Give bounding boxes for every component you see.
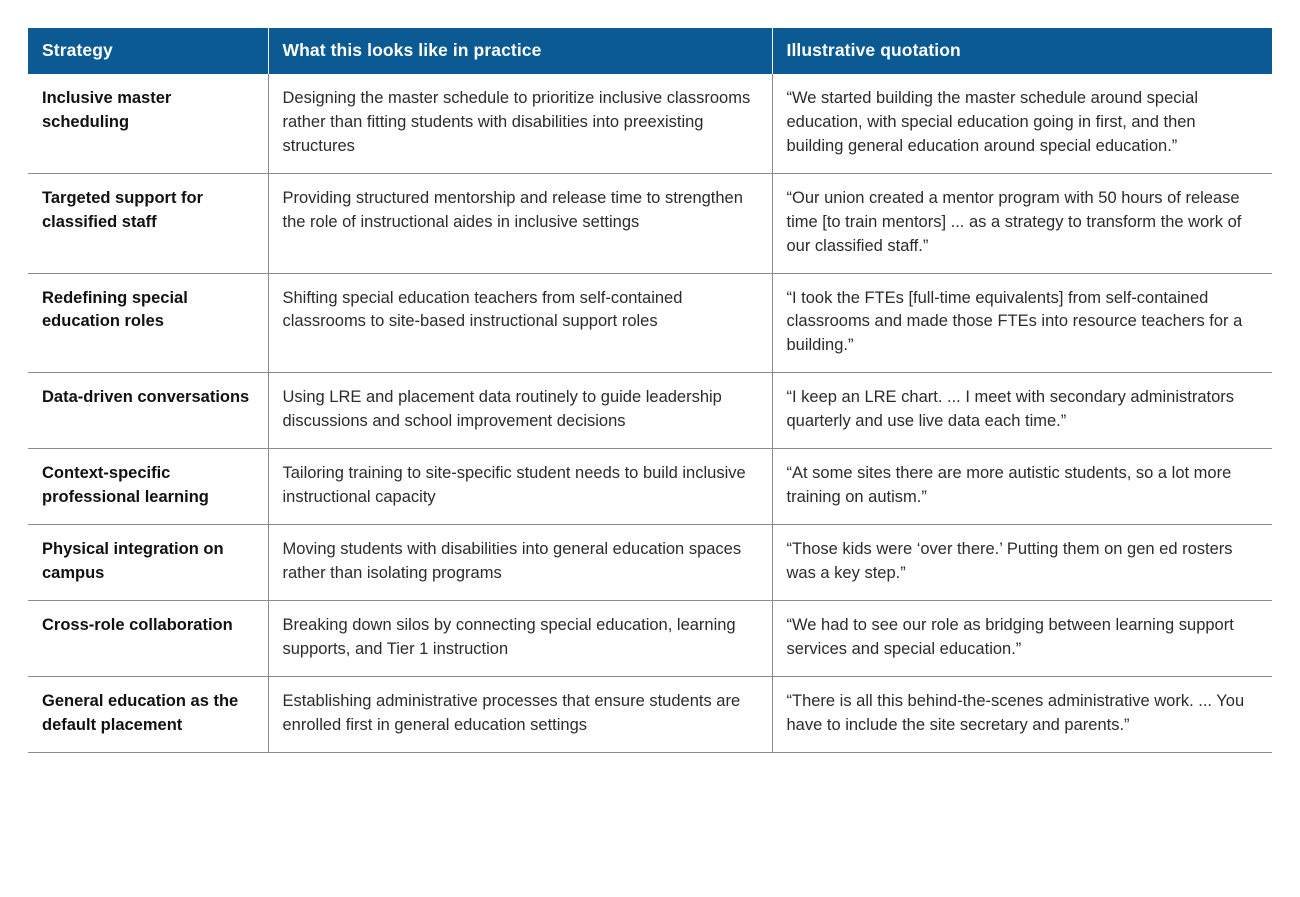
- column-header-strategy: Strategy: [28, 28, 268, 74]
- cell-quotation: “We started building the master schedule around special education, with special education going in first, and then building general education around special education.”: [772, 74, 1272, 173]
- cell-quotation: “At some sites there are more autistic students, so a lot more training on autism.”: [772, 449, 1272, 525]
- cell-strategy: General education as the default placement: [28, 676, 268, 752]
- table-row: [28, 273, 1272, 373]
- cell-strategy: Redefining special education roles: [28, 273, 268, 373]
- table-header: [28, 28, 1272, 74]
- cell-strategy: Context-specific professional learning: [28, 449, 268, 525]
- table-row: [28, 600, 1272, 676]
- cell-strategy: Cross-role collaboration: [28, 600, 268, 676]
- table-row: [28, 676, 1272, 752]
- cell-practice: Establishing administrative processes that ensure students are enrolled first in general education settings: [268, 676, 772, 752]
- cell-practice: Shifting special education teachers from self-contained classrooms to site-based instructional support roles: [268, 273, 772, 373]
- cell-quotation: “Our union created a mentor program with 50 hours of release time [to train mentors] ... as a strategy to transform the work of our classified staff.”: [772, 173, 1272, 273]
- cell-strategy: Targeted support for classified staff: [28, 173, 268, 273]
- cell-strategy: Data-driven conversations: [28, 373, 268, 449]
- cell-quotation: “We had to see our role as bridging between learning support services and special education.”: [772, 600, 1272, 676]
- cell-practice: Using LRE and placement data routinely to guide leadership discussions and school improvement decisions: [268, 373, 772, 449]
- cell-practice: Designing the master schedule to prioritize inclusive classrooms rather than fitting students with disabilities into preexisting structures: [268, 74, 772, 173]
- table-row: [28, 74, 1272, 173]
- cell-strategy: Physical integration on campus: [28, 524, 268, 600]
- cell-quotation: “I keep an LRE chart. ... I meet with secondary administrators quarterly and use live data each time.”: [772, 373, 1272, 449]
- strategy-table: [28, 28, 1272, 753]
- cell-practice: Breaking down silos by connecting special education, learning supports, and Tier 1 instruction: [268, 600, 772, 676]
- column-header-practice: What this looks like in practice: [268, 28, 772, 74]
- cell-quotation: “There is all this behind-the-scenes administrative work. ... You have to include the site secretary and parents.”: [772, 676, 1272, 752]
- cell-quotation: “Those kids were ‘over there.’ Putting them on gen ed rosters was a key step.”: [772, 524, 1272, 600]
- table-row: [28, 173, 1272, 273]
- cell-practice: Moving students with disabilities into general education spaces rather than isolating programs: [268, 524, 772, 600]
- table-body: [28, 74, 1272, 752]
- cell-practice: Tailoring training to site-specific student needs to build inclusive instructional capacity: [268, 449, 772, 525]
- cell-practice: Providing structured mentorship and release time to strengthen the role of instructional aides in inclusive settings: [268, 173, 772, 273]
- cell-quotation: “I took the FTEs [full-time equivalents] from self-contained classrooms and made those FTEs into resource teachers for a building.”: [772, 273, 1272, 373]
- table-row: [28, 449, 1272, 525]
- column-header-quotation: Illustrative quotation: [772, 28, 1272, 74]
- table-row: [28, 524, 1272, 600]
- table-row: [28, 373, 1272, 449]
- cell-strategy: Inclusive master scheduling: [28, 74, 268, 173]
- table-header-row: [28, 28, 1272, 74]
